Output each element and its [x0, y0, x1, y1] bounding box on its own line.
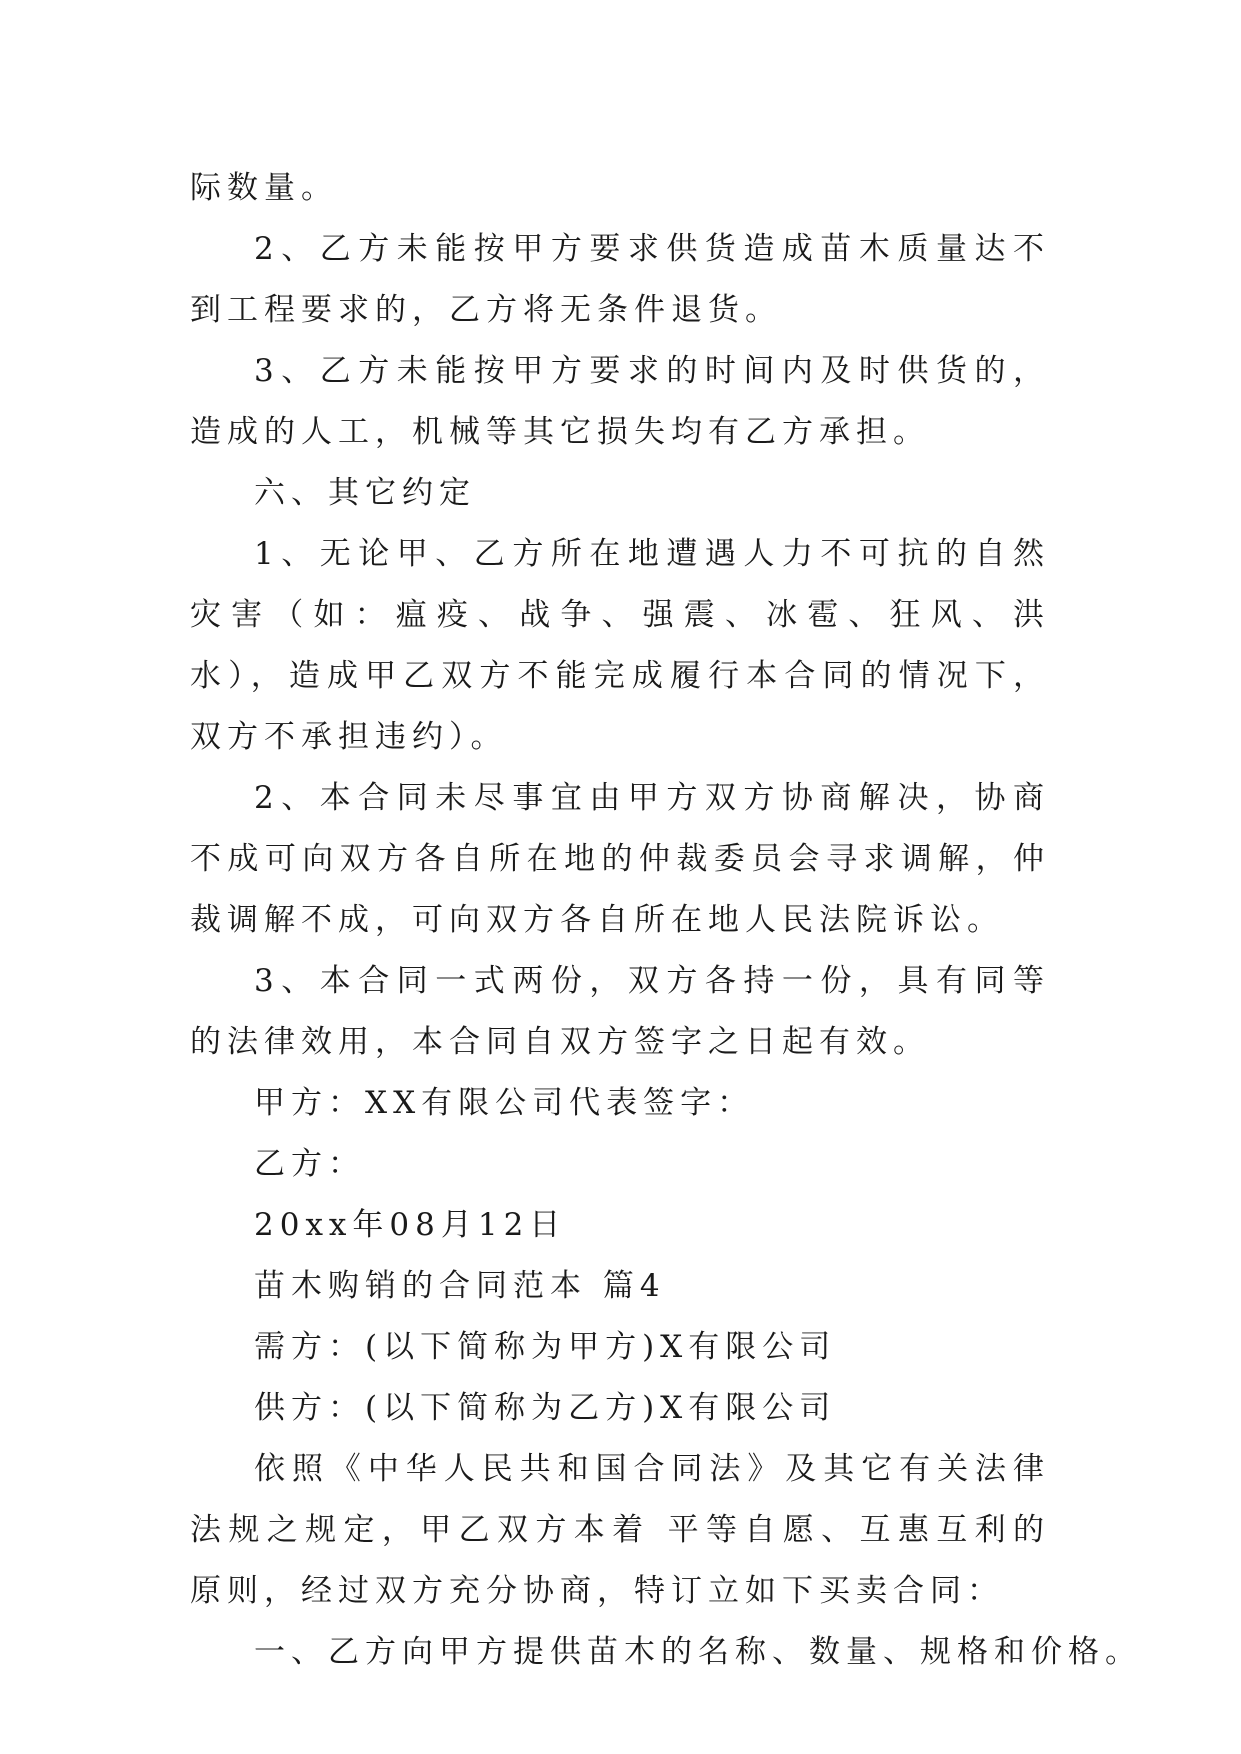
paragraph-clause-6-2: 2、本合同未尽事宜由甲方双方协商解决，协商不成可向双方各自所在地的仲裁委员会寻求调解，仲裁调解不成，可向双方各自所在地人民法院诉讼。: [190, 780, 1050, 938]
section-heading-1: 一、乙方向甲方提供苗木的名称、数量、规格和价格。: [254, 1634, 1142, 1670]
document-body: [190, 158, 1142, 1683]
supplier-line: 供方：(以下简称为乙方)X有限公司: [254, 1390, 837, 1426]
contract-title: 苗木购销的合同范本 篇4: [254, 1268, 666, 1304]
signature-party-b: 乙方：: [254, 1146, 365, 1182]
buyer-line: 需方：(以下简称为甲方)X有限公司: [254, 1329, 837, 1365]
signature-date: 20xx年08月12日: [254, 1207, 567, 1243]
paragraph-clause-5-3: 3、乙方未能按甲方要求的时间内及时供货的，造成的人工，机械等其它损失均有乙方承担。: [190, 353, 1050, 450]
paragraph-clause-6-3: 3、本合同一式两份，双方各持一份，具有同等的法律效用，本合同自双方签字之日起有效。: [190, 963, 1050, 1060]
paragraph-clause-6-1: 1、无论甲、乙方所在地遭遇人力不可抗的自然灾害（如：瘟疫、战争、强震、冰雹、狂风、洪水），造成甲乙双方不能完成履行本合同的情况下，双方不承担违约）。: [190, 536, 1050, 755]
section-heading-6: 六、其它约定: [254, 475, 476, 511]
signature-party-a: 甲方：XX有限公司代表签字：: [254, 1085, 755, 1121]
paragraph-continuation: 际数量。: [190, 170, 338, 206]
paragraph-clause-5-2: 2、乙方未能按甲方要求供货造成苗木质量达不到工程要求的，乙方将无条件退货。: [190, 231, 1050, 328]
paragraph-preamble: 依照《中华人民共和国合同法》及其它有关法律法规之规定，甲乙双方本着 平等自愿、互惠互利的原则，经过双方充分协商，特订立如下买卖合同：: [190, 1451, 1050, 1609]
